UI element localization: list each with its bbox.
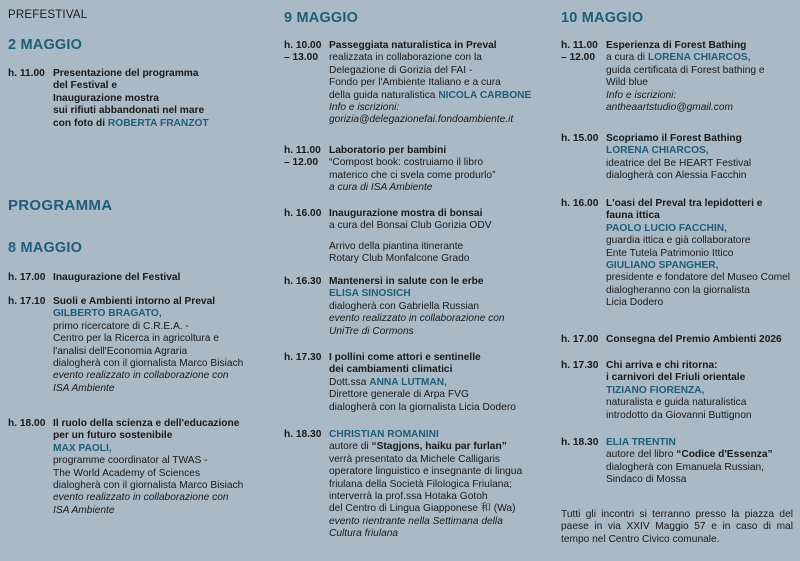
prefestival-heading: PREFESTIVAL (8, 9, 88, 21)
event-title: Inaugurazione del Festival (53, 272, 181, 283)
event-title: Laboratorio per bambini (329, 145, 447, 156)
event-line: ideatrice del Be HEART Festival (606, 157, 752, 169)
event-line: Sindaco di Mossa (606, 474, 687, 486)
event-may9-1100 (284, 145, 550, 195)
event-line: verrà presentato da Michele Calligaris (329, 453, 501, 465)
event-person: GILBERTO BRAGATO, (53, 308, 162, 320)
event-note: evento rientrante nella Settimana della (329, 515, 503, 527)
event-line: presidente e fondatore del Museo Comel (606, 272, 791, 284)
event-title: con foto di (53, 117, 106, 129)
event-line: introdotto da Giovanni Buttignon (606, 409, 752, 421)
event-time: h. 17.00 (8, 272, 46, 283)
event-person: PAOLO LUCIO FACCHIN, (606, 222, 727, 234)
event-time: h. 18.00 (8, 418, 46, 429)
event-line: interverrà la prof.ssa Hotaka Gotoh (329, 491, 488, 503)
event-line: Dott.ssa (329, 376, 367, 388)
event-title: Passeggiata naturalistica in Preval (329, 40, 497, 51)
event-title: del Festival e (53, 80, 117, 92)
event-may10-1700 (561, 334, 800, 346)
event-note: Info e iscrizioni: (329, 102, 400, 114)
event-note: evento realizzato in collaborazione con (329, 313, 505, 325)
event-time: h. 17.30 (284, 352, 322, 363)
event-may8-1700 (8, 272, 270, 284)
event-person: LORENA CHIARCOS, (606, 145, 709, 157)
event-line: The World Academy of Sciences (53, 467, 201, 479)
event-email: antheaartstudio@gmail.com (606, 102, 733, 114)
event-title: i carnivori del Friuli orientale (606, 372, 746, 384)
event-time: h. 10.00 (284, 40, 322, 51)
book-title: “Stagjons, haiku par furlan” (371, 441, 507, 453)
event-person: CHRISTIAN ROMANINI (329, 429, 439, 440)
event-line: Delegazione di Gorizia del FAI - (329, 64, 473, 76)
event-title: per un futuro sostenibile (53, 430, 173, 442)
event-line: Wild blue (606, 77, 648, 89)
event-may10-1100 (561, 40, 800, 114)
event-line: naturalista e guida naturalistica (606, 397, 747, 409)
day-heading-may-8: 8 MAGGIO (8, 240, 83, 256)
event-person: ANNA LUTMAN, (369, 376, 447, 388)
event-time: h. 17.10 (8, 296, 46, 307)
event-email: gorizia@delegazionefai.fondoambiente.it (329, 114, 514, 126)
event-time: h. 16.00 (284, 208, 322, 219)
event-line: guida certificata di Forest bathing e (606, 64, 765, 76)
event-line: autore del libro (606, 449, 674, 461)
event-note: UniTre di Cormons (329, 325, 414, 337)
event-title: I pollini come attori e sentinelle (329, 352, 481, 363)
event-line: del Centro di Lingua Giapponese 和 (Wa) (329, 503, 516, 515)
event-line: Licia Dodero (606, 297, 664, 309)
event-person: ELISA SINOSICH (329, 288, 411, 300)
day-heading-may-10: 10 MAGGIO (561, 10, 644, 26)
event-line: dialogherà con il giornalista Marco Bisiach (53, 480, 244, 492)
event-line: dialogherà con il giornalista Marco Bisiach (53, 358, 244, 370)
event-title: Scopriamo il Forest Bathing (606, 133, 742, 144)
event-line: realizzata in collaborazione con la (329, 52, 482, 64)
event-title: Chi arriva e chi ritorna: (606, 360, 718, 371)
event-time: h. 11.00 (561, 40, 598, 51)
event-person: NICOLA CARBONE (438, 89, 532, 101)
event-may9-1630 (284, 276, 550, 338)
event-line: l'analisi dell'Economia Agraria (53, 345, 188, 357)
event-person: LORENA CHIARCOS, (647, 52, 751, 64)
event-time-end: – 12.00 (284, 157, 318, 169)
day-heading-may-9: 9 MAGGIO (284, 10, 359, 26)
event-title: fauna ittica (606, 210, 660, 222)
event-line: Centro per la Ricerca in agricoltura e (53, 333, 219, 345)
event-may8-1800 (8, 418, 270, 517)
programma-heading: PROGRAMMA (8, 197, 113, 214)
event-note: ISA Ambiente (53, 504, 115, 516)
event-person: TIZIANO FIORENZA, (606, 384, 705, 396)
event-line: a cura del Bonsai Club Gorizia ODV (329, 220, 492, 232)
event-note: ISA Ambiente (53, 382, 115, 394)
event-time: h. 18.30 (284, 429, 322, 440)
event-title: Consegna del Premio Ambienti 2026 (606, 334, 782, 345)
event-line: primo ricercatore di C.R.E.A. - (53, 320, 189, 332)
event-may8-1710 (8, 296, 270, 395)
event-time: h. 11.00 (284, 145, 321, 156)
event-time-end: – 12.00 (561, 52, 595, 64)
event-title: sui rifiuti abbandonati nel mare (53, 105, 205, 117)
event-title: Il ruolo della scienza e dell'educazione (53, 418, 240, 429)
event-line: dialogherà con Alessia Facchin (606, 170, 747, 182)
event-line: dialogheranno con la giornalista (606, 284, 750, 296)
event-title: Inaugurazione mostra di bonsai (329, 208, 483, 219)
event-may2-1100 (8, 68, 270, 130)
venue-footer-note: Tutti gli incontri si terranno presso la piazza del paese in via XXIV Maggio 57 e in caso di mal tempo nel Centro Civico comunale. (561, 509, 793, 545)
event-line: dialogherà con la giornalista Licia Dodero (329, 401, 516, 413)
event-person: GIULIANO SPANGHER, (606, 260, 719, 272)
event-time: h. 11.00 (8, 68, 45, 79)
event-line: Direttore generale di Arpa FVG (329, 389, 469, 401)
event-line: dialogherà con Gabriella Russian (329, 300, 480, 312)
event-person: MAX PAOLI, (53, 442, 112, 454)
event-title: Mantenersi in salute con le erbe (329, 276, 484, 287)
event-title: L'oasi del Preval tra lepidotteri e (606, 198, 763, 209)
book-title: “Codice d'Essenza” (676, 449, 773, 461)
event-time: h. 18.30 (561, 437, 599, 448)
event-line: Fondo per l'Ambiente Italiano e a cura (329, 77, 501, 89)
event-may9-1600 (284, 208, 550, 266)
event-line: operatore linguistico e insegnante di lingua (329, 466, 523, 478)
event-line: a cura di (606, 52, 646, 64)
event-line: programme coordinator al TWAS - (53, 455, 208, 467)
event-line: Ente Tutela Patrimonio Ittico (606, 247, 734, 259)
event-time: h. 15.00 (561, 133, 599, 144)
event-time-end: – 13.00 (284, 52, 318, 64)
event-line: autore di (329, 441, 369, 453)
day-heading-may-2: 2 MAGGIO (8, 37, 83, 53)
event-title: Esperienza di Forest Bathing (606, 40, 747, 51)
event-title: Inaugurazione mostra (53, 92, 159, 104)
event-title: Suoli e Ambienti intorno al Preval (53, 296, 216, 307)
event-time: h. 16.00 (561, 198, 599, 209)
event-title: Presentazione del programma (53, 68, 199, 79)
event-line: della guida naturalistica (329, 89, 436, 101)
event-time: h. 16.30 (284, 276, 322, 287)
event-line: materico che ci svela come produrlo” (329, 169, 496, 181)
event-may9-1730 (284, 352, 550, 414)
event-person: ELIA TRENTIN (606, 437, 676, 448)
event-line: dialogherà con Emanuela Russian, (606, 461, 765, 473)
event-time: h. 17.30 (561, 360, 599, 371)
event-line: “Compost book: costruiamo il libro (329, 157, 484, 169)
event-title: dei cambiamenti climatici (329, 364, 453, 376)
event-may10-1730 (561, 360, 800, 422)
event-note: Cultura friulana (329, 528, 399, 540)
event-time: h. 17.00 (561, 334, 599, 345)
event-line: friulana della Società Filologica Friulana; (329, 478, 512, 490)
event-line: guardia ittica e già collaboratore (606, 235, 751, 247)
event-may10-1830 (561, 437, 800, 487)
event-person: ROBERTA FRANZOT (107, 117, 209, 129)
event-may9-1830 (284, 429, 550, 541)
event-may9-1000 (284, 40, 550, 127)
event-may10-1500 (561, 133, 800, 183)
event-line: Arrivo della piantina itinerante (329, 240, 464, 252)
event-note: evento realizzato in collaborazione con (53, 492, 229, 504)
event-line: Rotary Club Monfalcone Grado (329, 253, 470, 265)
event-note: Info e iscrizioni: (606, 89, 677, 101)
event-note: evento realizzato in collaborazione con (53, 370, 229, 382)
event-note: a cura di ISA Ambiente (329, 182, 433, 194)
event-may10-1600 (561, 198, 800, 310)
